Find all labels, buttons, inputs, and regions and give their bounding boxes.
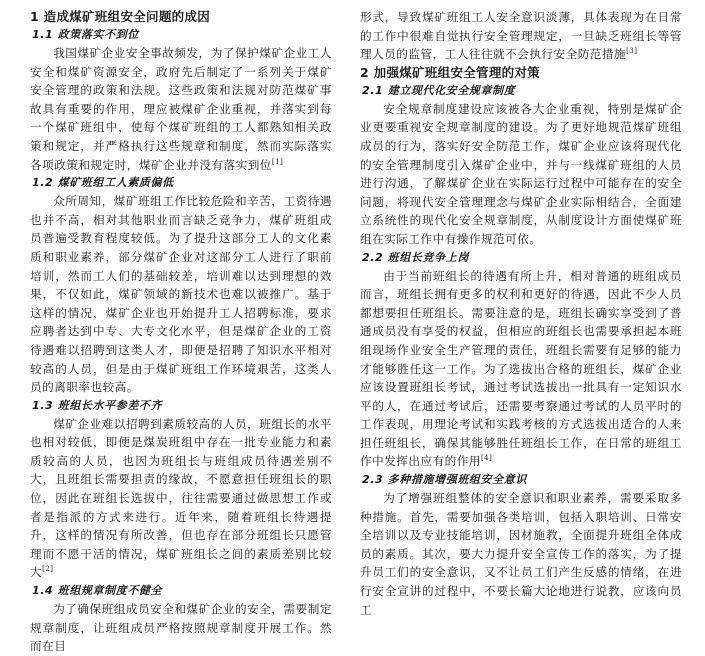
right-column xyxy=(360,8,682,619)
section-heading-1: 1 造成煤矿班组安全问题的成因 xyxy=(30,9,211,24)
left-column xyxy=(30,8,332,656)
subsection-heading-2-3: 2.3 多种措施增强班组安全意识 xyxy=(362,473,527,487)
paragraph-continued xyxy=(360,8,682,64)
subsection-heading-2-2: 2.2 班组长竞争上岗 xyxy=(362,250,469,264)
paragraph-2-2 xyxy=(360,267,682,472)
citation-2[interactable]: [2] xyxy=(42,565,54,574)
paragraph-2-1: 安全规章制度建设应该被各大企业重视，特别是煤矿企业更要重视安全规章制度的建设。为了更好地规范煤矿班组成员的行为，落实好安全防范工作，煤矿企业应该将现代化的安全管理制度引入煤矿企业中，并与一线煤矿班组的人员进行沟通，了解煤矿企业在实际运行过程中可能存在的安全问题，将现代安全管理理念与煤矿企业实际相结合，全面建立系统性的现代化安全规章制度，从制度设计方面使煤矿班组在实际工作中有操作规范可依。 xyxy=(360,101,682,246)
paragraph-1-1 xyxy=(30,44,332,174)
paragraph-2-3: 为了增强班组整体的安全意识和职业素养，需要采取多种措施。首先，需要加强各类培训，包括入职培训、日常安全培训以及专业技能培训，因材施教，全面提升班组全体成员的素质。其次，要大力提升安全宣传工作的落实，为了提升员工们的安全意识，又不让员工们产生反感的情绪，在进行安全宣讲的过程中，不要长篇大论地进行说教，应该向员工 xyxy=(360,491,682,617)
section-heading-2: 2 加强煤矿班组安全管理的对策 xyxy=(360,64,541,80)
subsection-heading-1-1: 1.1 政策落实不到位 xyxy=(32,28,139,41)
paragraph-1-2: 众所周知，煤矿班组工作比较危险和辛苦，工资待遇也并不高，相对其他职业而言缺乏竞争力，煤矿班组成员普遍受教育程度较低。为了提升这部分工人的文化素质和职业素养，部分煤矿企业对这部分工人进行了职前培训，然而工人们的基础较差，培训难以达到理想的效果，不仅如此，煤矿领域的新技术也难以被推广。基于这样的情况，煤矿企业也开始提升工人招聘标准，要求应聘者达到中专、大专文化水平，但是煤矿企业的工资待遇难以招聘到这类人才，即便是招聘了知识水平相对较高的人员，但是由于煤矿班组工作环境艰苦，这类人员的离职率也较高。 xyxy=(30,194,332,395)
paragraph-continued-text: 形式，导致煤矿班组工人安全意识淡薄，具体表现为在日常的工作中很难自觉执行安全管理规定，一旦缺乏班组长等管理人员的监管，工人往往就不会执行安全防范措施 xyxy=(360,10,682,62)
paragraph-1-3-text: 煤矿企业难以招聘到素质较高的人员，班组长的水平也相对较低，即便是煤炭班组中存在一批专业能力和素质较高的人员，也因为班组长与班组成员待遇差别不大，且班组长需要担责的缘故，不愿意担任班组长的职位，因此在班组长选拔中，往往需要通过做思想工作或者是指派的方式来进行。近年来，随着班组长待遇提升，这样的情况有所改善，但也存在部分班组长只愿管理而不愿干活的情况，煤矿班组长之间的素质差别比较大 xyxy=(30,416,332,580)
subsection-heading-1-3: 1.3 班组长水平参差不齐 xyxy=(32,398,163,412)
subsection-heading-2-1: 2.1 建立现代化安全规章制度 xyxy=(362,83,516,97)
citation-4[interactable]: [4] xyxy=(480,454,493,463)
citation-3[interactable]: [3] xyxy=(626,47,638,56)
paragraph-1-4: 为了确保班组成员安全和煤矿企业的安全，需要制定规章制度，让班组成员严格按照规章制度开展工作。然而在目 xyxy=(30,602,332,654)
citation-1[interactable]: [1] xyxy=(271,157,284,166)
paragraph-1-3 xyxy=(30,415,332,582)
paragraph-2-2-text: 由于当前班组长的待遇有所上升，相对普通的班组成员而言，班组长拥有更多的权利和更好的待遇，因此不少人员都想要担任班组长。需要注意的是，班组长确实享受到了普通成员没有享受的权益，但相应的班组长也需要承担起本班组现场作业安全生产管理的责任，班组长需要有足够的能力才能够胜任这一工作。为了选拔出合格的班组长，煤矿企业应该设置班组长考试，通过考试选拔出一批具有一定知识水平的人，在通过考试后，还需要考察通过考试的人员平时的工作表现，用理论考试和实践考核的方式选拔出适合的人来担任班组长，确保其能够胜任班组长工作，在日常的班组工作中发挥出应有的作用 xyxy=(360,268,682,469)
subsection-heading-1-4: 1.4 班组规章制度不健全 xyxy=(32,584,163,598)
paragraph-1-1-text: 我国煤矿企业安全事故频发，为了保护煤矿企业工人安全和煤矿资源安全，政府先后制定了一系列关于煤矿安全管理的政策和法规。这些政策和法规对防范煤矿事故具有重要的作用，理应被煤矿企业重视，并落实到每一个煤矿班组中，使每个煤矿班组的工人都熟知相关政策和规定，并严格执行这些规章和制度，然而实际落实各项政策和规定时，煤矿企业并没有落实到位 xyxy=(30,46,332,172)
subsection-heading-1-2: 1.2 煤矿班组工人素质偏低 xyxy=(32,176,174,190)
